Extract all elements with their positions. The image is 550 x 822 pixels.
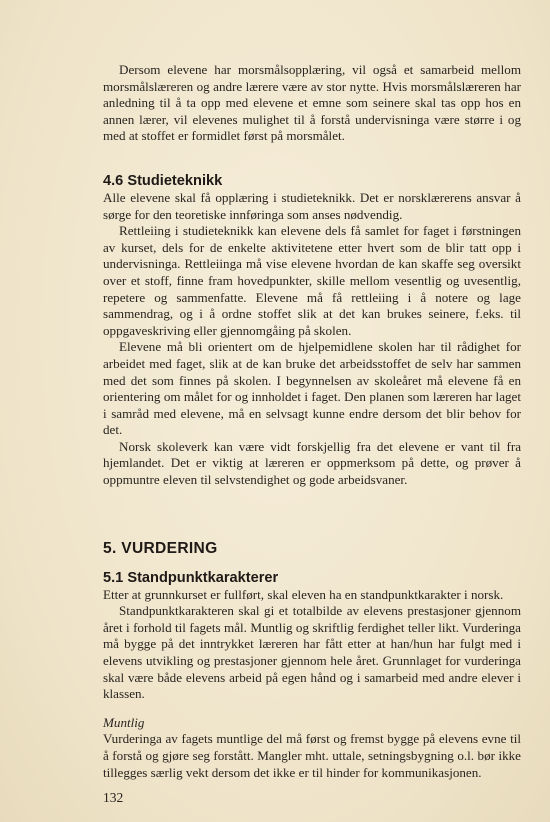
section-4-6-paragraph-1: Alle elevene skal få opplæring i studieteknikk. Det er norsklærerens ansvar å sørge for den teoretiske innføringa som anses nødvendig. <box>103 189 521 222</box>
section-4-6-paragraph-4: Norsk skoleverk kan være vidt forskjellig fra det elevene er vant til fra hjemlandet. Det er viktig at læreren er oppmerksom på dette, og prøver å oppmuntre eleven til selvstendighet og gode arbeidsvaner. <box>103 438 521 488</box>
page-content <box>103 62 521 781</box>
section-4-6-paragraph-3: Elevene må bli orientert om de hjelpemidlene skolen har til rådighet for arbeidet med faget, slik at de kan bruke det arbeidsstoffet de selv har sammen med det som finnes på skolen. I begynnelsen av skoleåret må elevene få en orientering om målet for og innholdet i faget. Den planen som læreren har laget i samråd med elevene, må en selvsagt kunne endre dersom det blir behov for det. <box>103 339 521 438</box>
section-4-6-heading: 4.6 Studieteknikk <box>103 172 223 189</box>
intro-paragraph: Dersom elevene har morsmålsopplæring, vil også et samarbeid mellom morsmålslæreren og andre lærere være av stor nytte. Hvis morsmålslæreren har anledning til å ta opp med elevene et emne som seinere skal tas opp hos en annen lærer, vil elevenes mulighet til å forstå undervisninga være større i og med at stoffet er formidlet først på morsmålet. <box>103 62 521 144</box>
section-4-6-paragraph-2: Rettleiing i studieteknikk kan elevene dels få samlet for faget i førstningen av kurset, dels for de enkelte aktivitetene etter hvert som de blir tatt opp i undervisninga. Rettleiinga må vise elevene hvordan de kan skaffe seg oversikt over et stoff, finne fram hovedpunkter, skille mellom vesentlig og uvesentlig, repetere og sammenfatte. Elevene må få rettleiing i å notere og lage sammendrag, og i å ordne stoffet slik at det kan brukes seinere, f.eks. til oppgaveskriving eller gjennomgåing på skolen. <box>103 223 521 338</box>
muntlig-paragraph: Vurderinga av fagets muntlige del må først og fremst bygge på elevens evne til å forstå og gjøre seg forstått. Mangler mht. uttale, setningsbygning o.l. bør ikke tillegges særlig vekt dersom det ikke er til hinder for kommunikasjonen. <box>103 731 521 780</box>
section-5-1-paragraph-2: Standpunktkarakteren skal gi et totalbilde av elevens prestasjoner gjennom året i forhold til fagets mål. Muntlig og skriftlig ferdighet teller likt. Vurderinga må bygge på det inntrykket læreren har fått etter at han/hun har fulgt med i elevens utvikling og prestasjoner gjennom hele året. Grunnlaget for vurderinga skal være både elevens arbeid på egen hånd og i samarbeid med andre elever i klassen. <box>103 603 521 702</box>
muntlig-heading: Muntlig <box>103 714 145 730</box>
section-5-1-heading: 5.1 Standpunktkarakterer <box>103 569 279 586</box>
section-5-1-paragraph-1: Etter at grunnkurset er fullført, skal eleven ha en standpunktkarakter i norsk. <box>103 586 504 602</box>
page-number: 132 <box>103 790 124 805</box>
section-5-heading: 5. VURDERING <box>103 539 218 557</box>
